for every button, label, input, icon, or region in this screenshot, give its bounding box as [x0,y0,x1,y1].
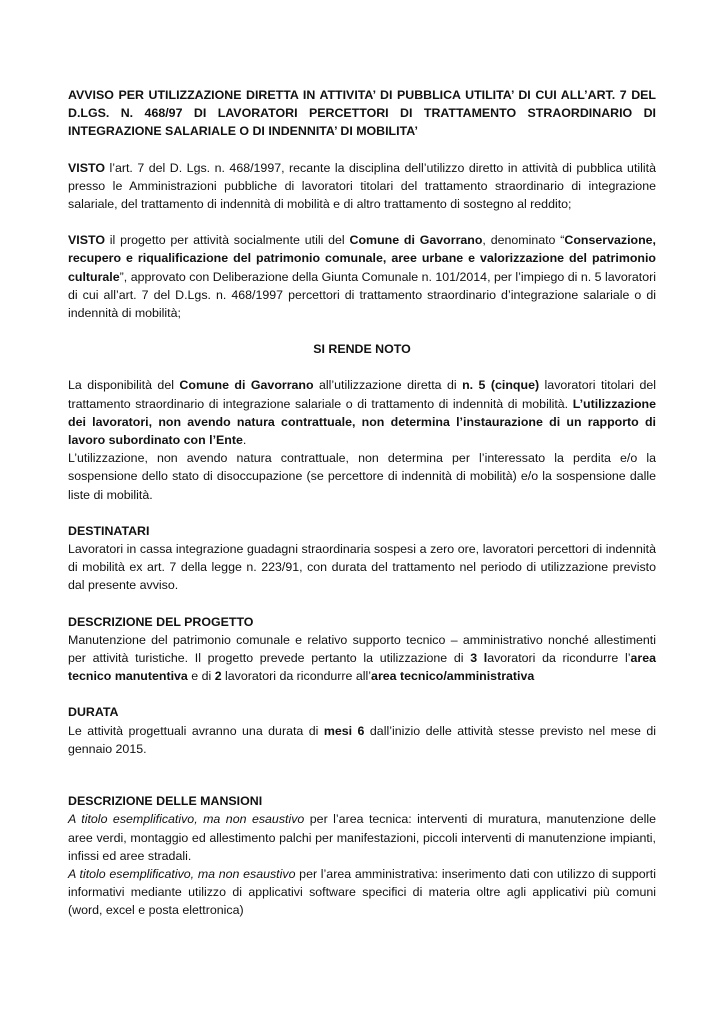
count-3: 3 l [470,651,488,666]
visto-lead: VISTO [68,233,105,248]
visto-text: l’art. 7 del D. Lgs. n. 468/1997, recante la disciplina dell’utilizzo diretto in attività di pubblica utilità presso le Amministrazioni pubbliche di lavoratori titolari del trattamento straordinario di integrazione salariale, del trattamento di indennità di mobilità e di altro trattamento di sostegno al reddito; [68,160,656,212]
comune-name: Comune di Gavorrano [349,233,483,248]
destinatari-heading: DESTINATARI [68,523,150,538]
text-run: per l’area tecnica: interventi di muratura, manutenzione delle aree verdi, montaggio ed allestimento palchi per manifestazioni, piccoli interventi di manutenzione impianti, infissi ed aree stradali. [68,812,657,863]
project-name: Conservazione, recupero e riqualificazione del patrimonio comunale, aree urbane e valorizzazione del patrimonio culturale [68,233,656,284]
destinatari-text: Lavoratori in cassa integrazione guadagni straordinaria sospesi a zero ore, lavoratori percettori di indennità di mobilità ex art. 7 della legge n. 223/91, con durata del trattamento nel periodo di utilizzazione previsto dal presente avviso. [68,542,656,593]
text-run: e di [187,669,215,684]
area-tecnica: area tecnico manutentiva [68,651,657,684]
durata-text [68,722,656,758]
text-run: avoratori da ricondurre l’ [487,651,631,666]
utilizzazione-paragraph: L’utilizzazione, non avendo natura contrattuale, non determina per l’interessato la perdita e/o la sospensione dello stato di disoccupazione (se percettore di indennità di mobilità) e/o la sospensione dalle liste di mobilità. [68,451,656,502]
mansioni-amministrativa [68,865,656,920]
text-run: Le attività progettuali avranno una durata di [68,723,324,738]
text-run: Manutenzione del patrimonio comunale e relativo supporto tecnico – amministrativo nonché allestimenti per attività turistiche. Il progetto prevede pertanto la utilizzazione di [68,632,656,666]
comune-name: Comune di Gavorrano [179,378,314,393]
bold-note: L’utilizzazione dei lavoratori, non avendo natura contrattuale, non determina l’instaurazione di un rapporto di lavoro subordinato con l’Ente [68,396,656,448]
durata-heading: DURATA [68,705,119,720]
text-run: all’utilizzazione diretta di [313,378,463,393]
visto-paragraph-2 [68,231,656,322]
mansioni-heading: DESCRIZIONE DELLE MANSIONI [68,794,263,809]
text-run: lavoratori da ricondurre all’ [221,669,372,684]
mansioni-tecnica [68,810,656,865]
italic-run: A titolo esemplificativo, ma non esaustivo [68,866,296,881]
worker-count: n. 5 (cinque) [462,378,540,393]
text-run: per l’area amministrativa: inserimento dati con utilizzo di supporti informativi mediante utilizzo di applicativi software specifici di materia oltre agli applicativi più comuni (word, excel e posta elettronica) [68,866,656,918]
text-run: dall’inizio delle attività stesse previsto nel mese di gennaio 2015. [68,723,657,756]
count-2: 2 [214,669,222,684]
text-run: ”, approvato con Deliberazione della Giunta Comunale n. 101/2014, per l’impiego di n. 5 lavoratori di cui all’art. 7 del D.Lgs. n. 468/1997 percettori di trattamento straordinario d’integrazione salariale o di indennità di mobilità; [68,269,656,321]
progetto-text [68,631,656,686]
text-run: . [242,433,247,448]
text-run: La disponibilità del [68,378,180,393]
rende-noto-heading: SI RENDE NOTO [313,342,411,357]
mesi: mesi 6 [323,723,365,738]
text-run: lavoratori titolari del trattamento straordinario di integrazione salariale o di trattamento di indennità di mobilità. [68,378,656,411]
document-page [68,86,656,920]
disponibilita-paragraph [68,376,656,449]
area-amministrativa: area tecnico/amministrativa [371,669,535,684]
text-run: , denominato “ [482,233,565,248]
progetto-heading: DESCRIZIONE DEL PROGETTO [68,614,254,629]
text-run: il progetto per attività socialmente utili del [104,233,350,248]
italic-run: A titolo esemplificativo, ma non esaustivo [68,812,305,827]
visto-paragraph-1 [68,159,656,214]
visto-lead: VISTO [68,160,105,175]
document-title: AVVISO PER UTILIZZAZIONE DIRETTA IN ATTIVITA’ DI PUBBLICA UTILITA’ DI CUI ALL’ART. 7 DEL D.LGS. N. 468/97 DI LAVORATORI PERCETTORI DI TRATTAMENTO STRAORDINARIO DI INTEGRAZIONE SALARIALE O DI INDENNITA’ DI MOBILITA’ [68,88,656,139]
